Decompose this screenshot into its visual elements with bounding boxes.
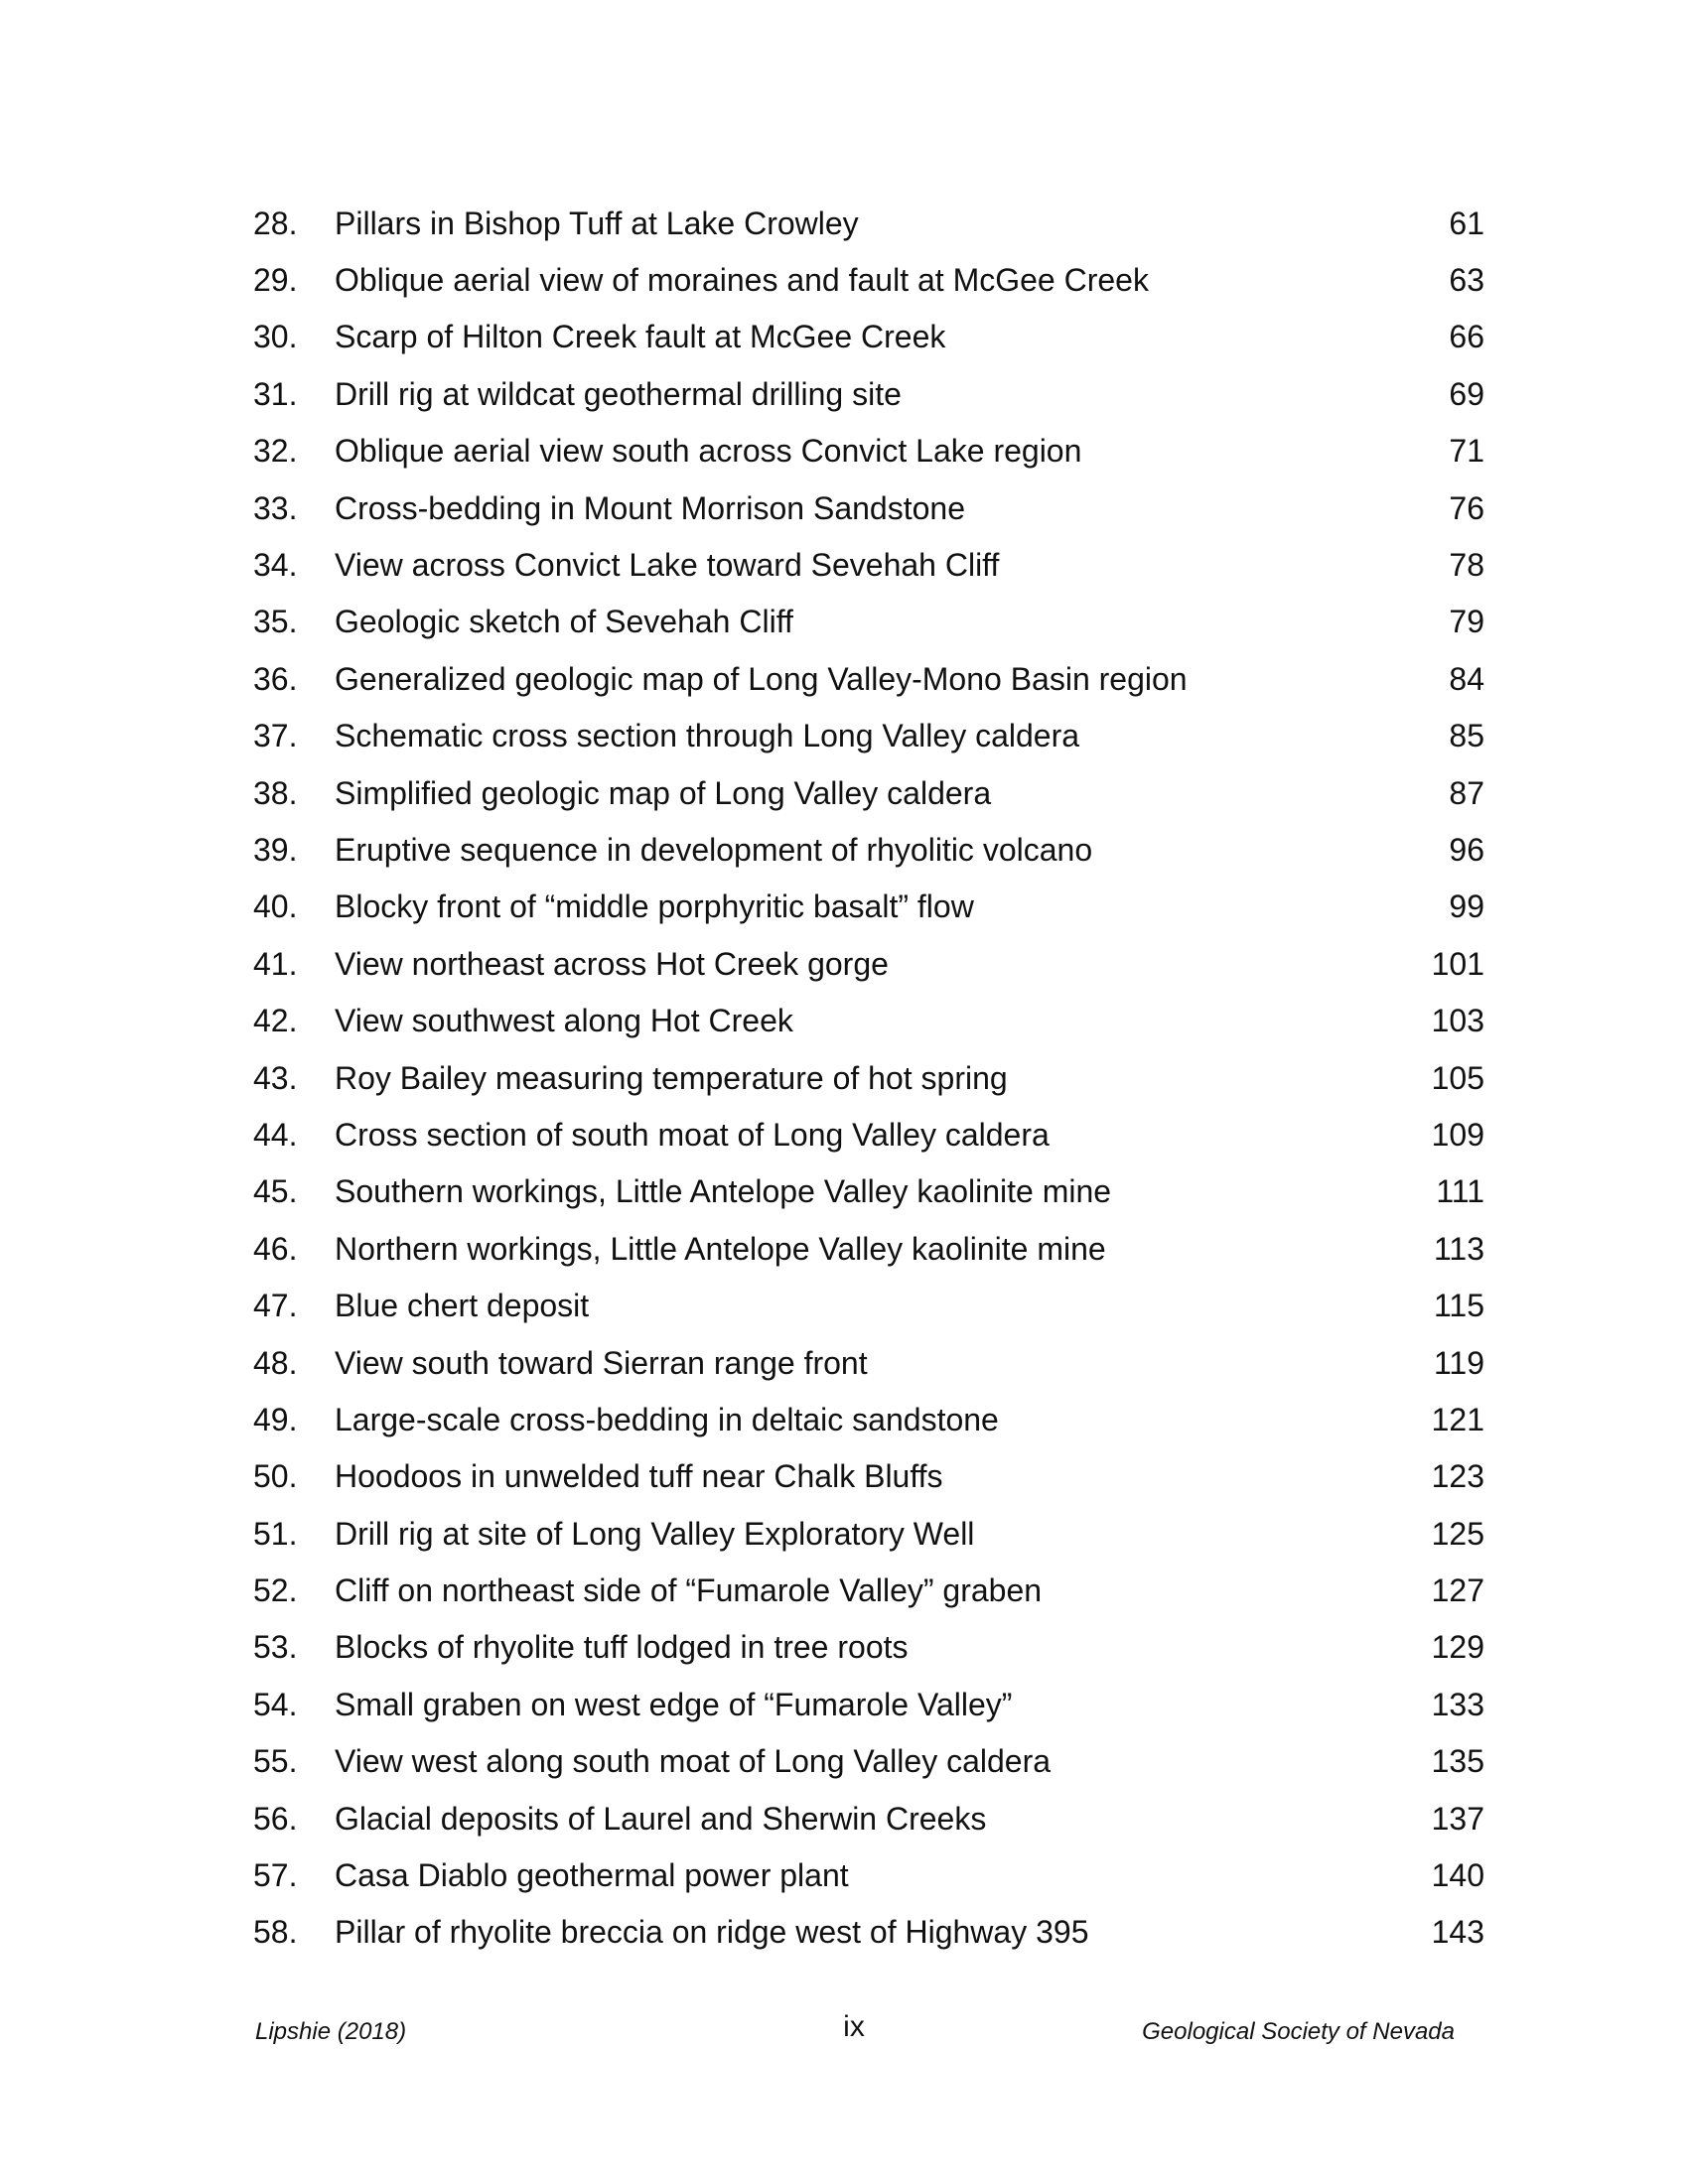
figure-title: Small graben on west edge of “Fumarole Valley”: [335, 1686, 1013, 1722]
dot-leader: [1151, 1171, 1375, 1211]
figure-title: Oblique aerial view south across Convict Lake region: [335, 433, 1082, 470]
dot-leader: [1081, 1570, 1375, 1610]
figure-page-number: 135: [1431, 1743, 1484, 1780]
figure-number: 50.: [253, 1458, 298, 1495]
figure-number: 30.: [253, 319, 298, 355]
figure-number: 29.: [253, 262, 298, 299]
figure-title: View northeast across Hot Creek gorge: [335, 945, 889, 982]
dot-leader: [889, 1855, 1375, 1895]
dot-leader: [1052, 1685, 1375, 1724]
figure-page-number: 123: [1431, 1458, 1484, 1495]
figure-number: 45.: [253, 1173, 298, 1210]
dot-leader: [1121, 431, 1375, 471]
figure-page-number: 78: [1449, 547, 1484, 584]
dot-leader: [948, 1627, 1376, 1667]
figure-page-number: 87: [1449, 774, 1484, 811]
figure-page-number: 111: [1436, 1173, 1484, 1210]
figure-number: 57.: [253, 1857, 298, 1894]
toc-entry: [253, 1049, 1484, 1106]
figure-page-number: 103: [1431, 1003, 1484, 1039]
figure-number: 53.: [253, 1629, 298, 1666]
figure-page-number: 125: [1431, 1515, 1484, 1552]
figure-title: Blocky front of “middle porphyritic basalt” flow: [335, 888, 974, 925]
toc-entry: [253, 536, 1484, 593]
figure-number: 58.: [253, 1914, 298, 1951]
figure-number: 47.: [253, 1288, 298, 1324]
figure-number: 54.: [253, 1686, 298, 1722]
figure-title: Roy Bailey measuring temperature of hot spring: [335, 1059, 1008, 1096]
figure-title: Drill rig at wildcat geothermal drilling site: [335, 375, 902, 412]
toc-entry: [253, 1619, 1484, 1676]
dot-leader: [1146, 1229, 1375, 1269]
dot-leader: [1014, 1514, 1375, 1554]
figure-number: 40.: [253, 888, 298, 925]
toc-entry: [253, 1277, 1484, 1333]
figure-number: 46.: [253, 1230, 298, 1267]
toc-entry: [253, 650, 1484, 707]
figure-title: View across Convict Lake toward Sevehah Cliff: [335, 547, 1000, 584]
figure-page-number: 133: [1431, 1686, 1484, 1722]
figure-title: Scarp of Hilton Creek fault at McGee Creek: [335, 319, 946, 355]
toc-entry: [253, 764, 1484, 821]
figure-page-number: 61: [1449, 205, 1484, 241]
toc-entry: [253, 365, 1484, 422]
figure-page-number: 76: [1449, 489, 1484, 526]
toc-entry: [253, 1790, 1484, 1846]
figure-page-number: 99: [1449, 888, 1484, 925]
figure-number: 36.: [253, 660, 298, 697]
dot-leader: [1227, 659, 1375, 699]
toc-entry: [253, 251, 1484, 308]
dot-leader: [1089, 1115, 1375, 1155]
figure-number: 38.: [253, 774, 298, 811]
toc-entry: [253, 1846, 1484, 1903]
toc-entry: [253, 1106, 1484, 1162]
footer-author: Lipshie (2018): [255, 2018, 407, 2045]
toc-entry: [253, 1904, 1484, 1961]
figure-number: 31.: [253, 375, 298, 412]
toc-entry: [253, 594, 1484, 650]
toc-entry: [253, 1220, 1484, 1277]
page-number: ix: [843, 2010, 865, 2043]
toc-entry: [253, 195, 1484, 251]
toc-entry: [253, 935, 1484, 992]
figure-number: 37.: [253, 718, 298, 754]
figure-number: 55.: [253, 1743, 298, 1780]
figure-page-number: 143: [1431, 1914, 1484, 1951]
figure-title: Geologic sketch of Sevehah Cliff: [335, 604, 793, 640]
toc-entry: [253, 1733, 1484, 1790]
dot-leader: [1039, 1400, 1375, 1439]
figure-title: Schematic cross section through Long Valley caldera: [335, 718, 1080, 754]
dot-leader: [941, 374, 1375, 414]
figure-page-number: 129: [1431, 1629, 1484, 1666]
figure-page-number: 115: [1433, 1288, 1484, 1324]
dot-leader: [1031, 773, 1375, 813]
figure-title: Oblique aerial view of moraines and fault at McGee Creek: [335, 262, 1149, 299]
figure-title: Drill rig at site of Long Valley Exploratory Well: [335, 1515, 975, 1552]
figure-title: Pillars in Bishop Tuff at Lake Crowley: [335, 205, 859, 241]
figure-title: Blocks of rhyolite tuff lodged in tree roots: [335, 1629, 909, 1666]
dot-leader: [1119, 716, 1375, 755]
dot-leader: [908, 1343, 1375, 1383]
dot-leader: [985, 317, 1375, 356]
figure-page-number: 137: [1431, 1800, 1484, 1837]
toc-entry: [253, 821, 1484, 878]
figure-title: Large-scale cross-bedding in deltaic sandstone: [335, 1401, 999, 1437]
figure-title: Cliff on northeast side of “Fumarole Valley” graben: [335, 1572, 1043, 1609]
figure-page-number: 84: [1449, 660, 1484, 697]
figure-title: Cross-bedding in Mount Morrison Sandstone: [335, 489, 965, 526]
figure-number: 52.: [253, 1572, 298, 1609]
figure-number: 28.: [253, 205, 298, 241]
figure-number: 35.: [253, 604, 298, 640]
dot-leader: [833, 602, 1375, 641]
figure-title: Generalized geologic map of Long Valley-Mono Basin region: [335, 660, 1188, 697]
toc-entry: [253, 992, 1484, 1048]
toc-entry: [253, 309, 1484, 365]
toc-entry: [253, 1505, 1484, 1562]
figure-number: 41.: [253, 945, 298, 982]
dot-leader: [1132, 830, 1375, 870]
figure-title: Northern workings, Little Antelope Valley kaolinite mine: [335, 1230, 1106, 1267]
figure-page-number: 69: [1449, 375, 1484, 412]
figure-page-number: 79: [1449, 604, 1484, 640]
dot-leader: [1014, 887, 1375, 926]
figure-number: 44.: [253, 1116, 298, 1153]
figure-page-number: 96: [1449, 831, 1484, 868]
dot-leader: [1128, 1912, 1375, 1952]
figure-page-number: 119: [1433, 1344, 1484, 1381]
figure-page-number: 101: [1431, 945, 1484, 982]
dot-leader: [833, 1001, 1375, 1040]
toc-entry: [253, 479, 1484, 536]
figure-number: 39.: [253, 831, 298, 868]
figure-page-number: 105: [1431, 1059, 1484, 1096]
toc-entry: [253, 879, 1484, 935]
figure-title: Blue chert deposit: [335, 1288, 590, 1324]
figure-number: 42.: [253, 1003, 298, 1039]
dot-leader: [1005, 488, 1375, 528]
toc-entry: [253, 423, 1484, 479]
list-of-figures: [253, 195, 1484, 1961]
dot-leader: [1189, 260, 1375, 300]
dot-leader: [1026, 1799, 1375, 1839]
footer-publisher: Geological Society of Nevada: [1142, 2018, 1455, 2045]
figure-title: Cross section of south moat of Long Valley caldera: [335, 1116, 1050, 1153]
toc-entry: [253, 1391, 1484, 1447]
toc-entry: [253, 1562, 1484, 1618]
figure-page-number: 85: [1449, 718, 1484, 754]
toc-entry: [253, 1163, 1484, 1220]
figure-title: View south toward Sierran range front: [335, 1344, 868, 1381]
figure-number: 32.: [253, 433, 298, 470]
figure-page-number: 63: [1449, 262, 1484, 299]
figure-number: 51.: [253, 1515, 298, 1552]
figure-number: 48.: [253, 1344, 298, 1381]
figure-number: 43.: [253, 1059, 298, 1096]
figure-page-number: 71: [1449, 433, 1484, 470]
figure-title: Pillar of rhyolite breccia on ridge west of Highway 395: [335, 1914, 1089, 1951]
figure-title: Southern workings, Little Antelope Valley kaolinite mine: [335, 1173, 1112, 1210]
figure-number: 33.: [253, 489, 298, 526]
toc-entry: [253, 708, 1484, 764]
dot-leader: [928, 944, 1375, 984]
figure-page-number: 127: [1431, 1572, 1484, 1609]
figure-title: Casa Diablo geothermal power plant: [335, 1857, 849, 1894]
dot-leader: [983, 1456, 1375, 1496]
toc-entry: [253, 1448, 1484, 1505]
figure-title: Glacial deposits of Laurel and Sherwin Creeks: [335, 1800, 987, 1837]
dot-leader: [1090, 1741, 1375, 1781]
figure-page-number: 121: [1431, 1401, 1484, 1437]
page-footer: [253, 2010, 1455, 2050]
dot-leader: [899, 204, 1375, 243]
figure-title: Simplified geologic map of Long Valley caldera: [335, 774, 992, 811]
figure-title: Eruptive sequence in development of rhyolitic volcano: [335, 831, 1093, 868]
dot-leader: [1039, 545, 1375, 585]
figure-page-number: 113: [1433, 1230, 1484, 1267]
figure-page-number: 66: [1449, 319, 1484, 355]
figure-number: 56.: [253, 1800, 298, 1837]
toc-entry: [253, 1334, 1484, 1391]
figure-title: Hoodoos in unwelded tuff near Chalk Bluffs: [335, 1458, 943, 1495]
figure-number: 49.: [253, 1401, 298, 1437]
figure-title: View west along south moat of Long Valley caldera: [335, 1743, 1052, 1780]
figure-title: View southwest along Hot Creek: [335, 1003, 793, 1039]
toc-entry: [253, 1676, 1484, 1732]
figure-page-number: 140: [1431, 1857, 1484, 1894]
figure-page-number: 109: [1431, 1116, 1484, 1153]
figure-number: 34.: [253, 547, 298, 584]
dot-leader: [629, 1286, 1375, 1325]
dot-leader: [1048, 1058, 1375, 1098]
